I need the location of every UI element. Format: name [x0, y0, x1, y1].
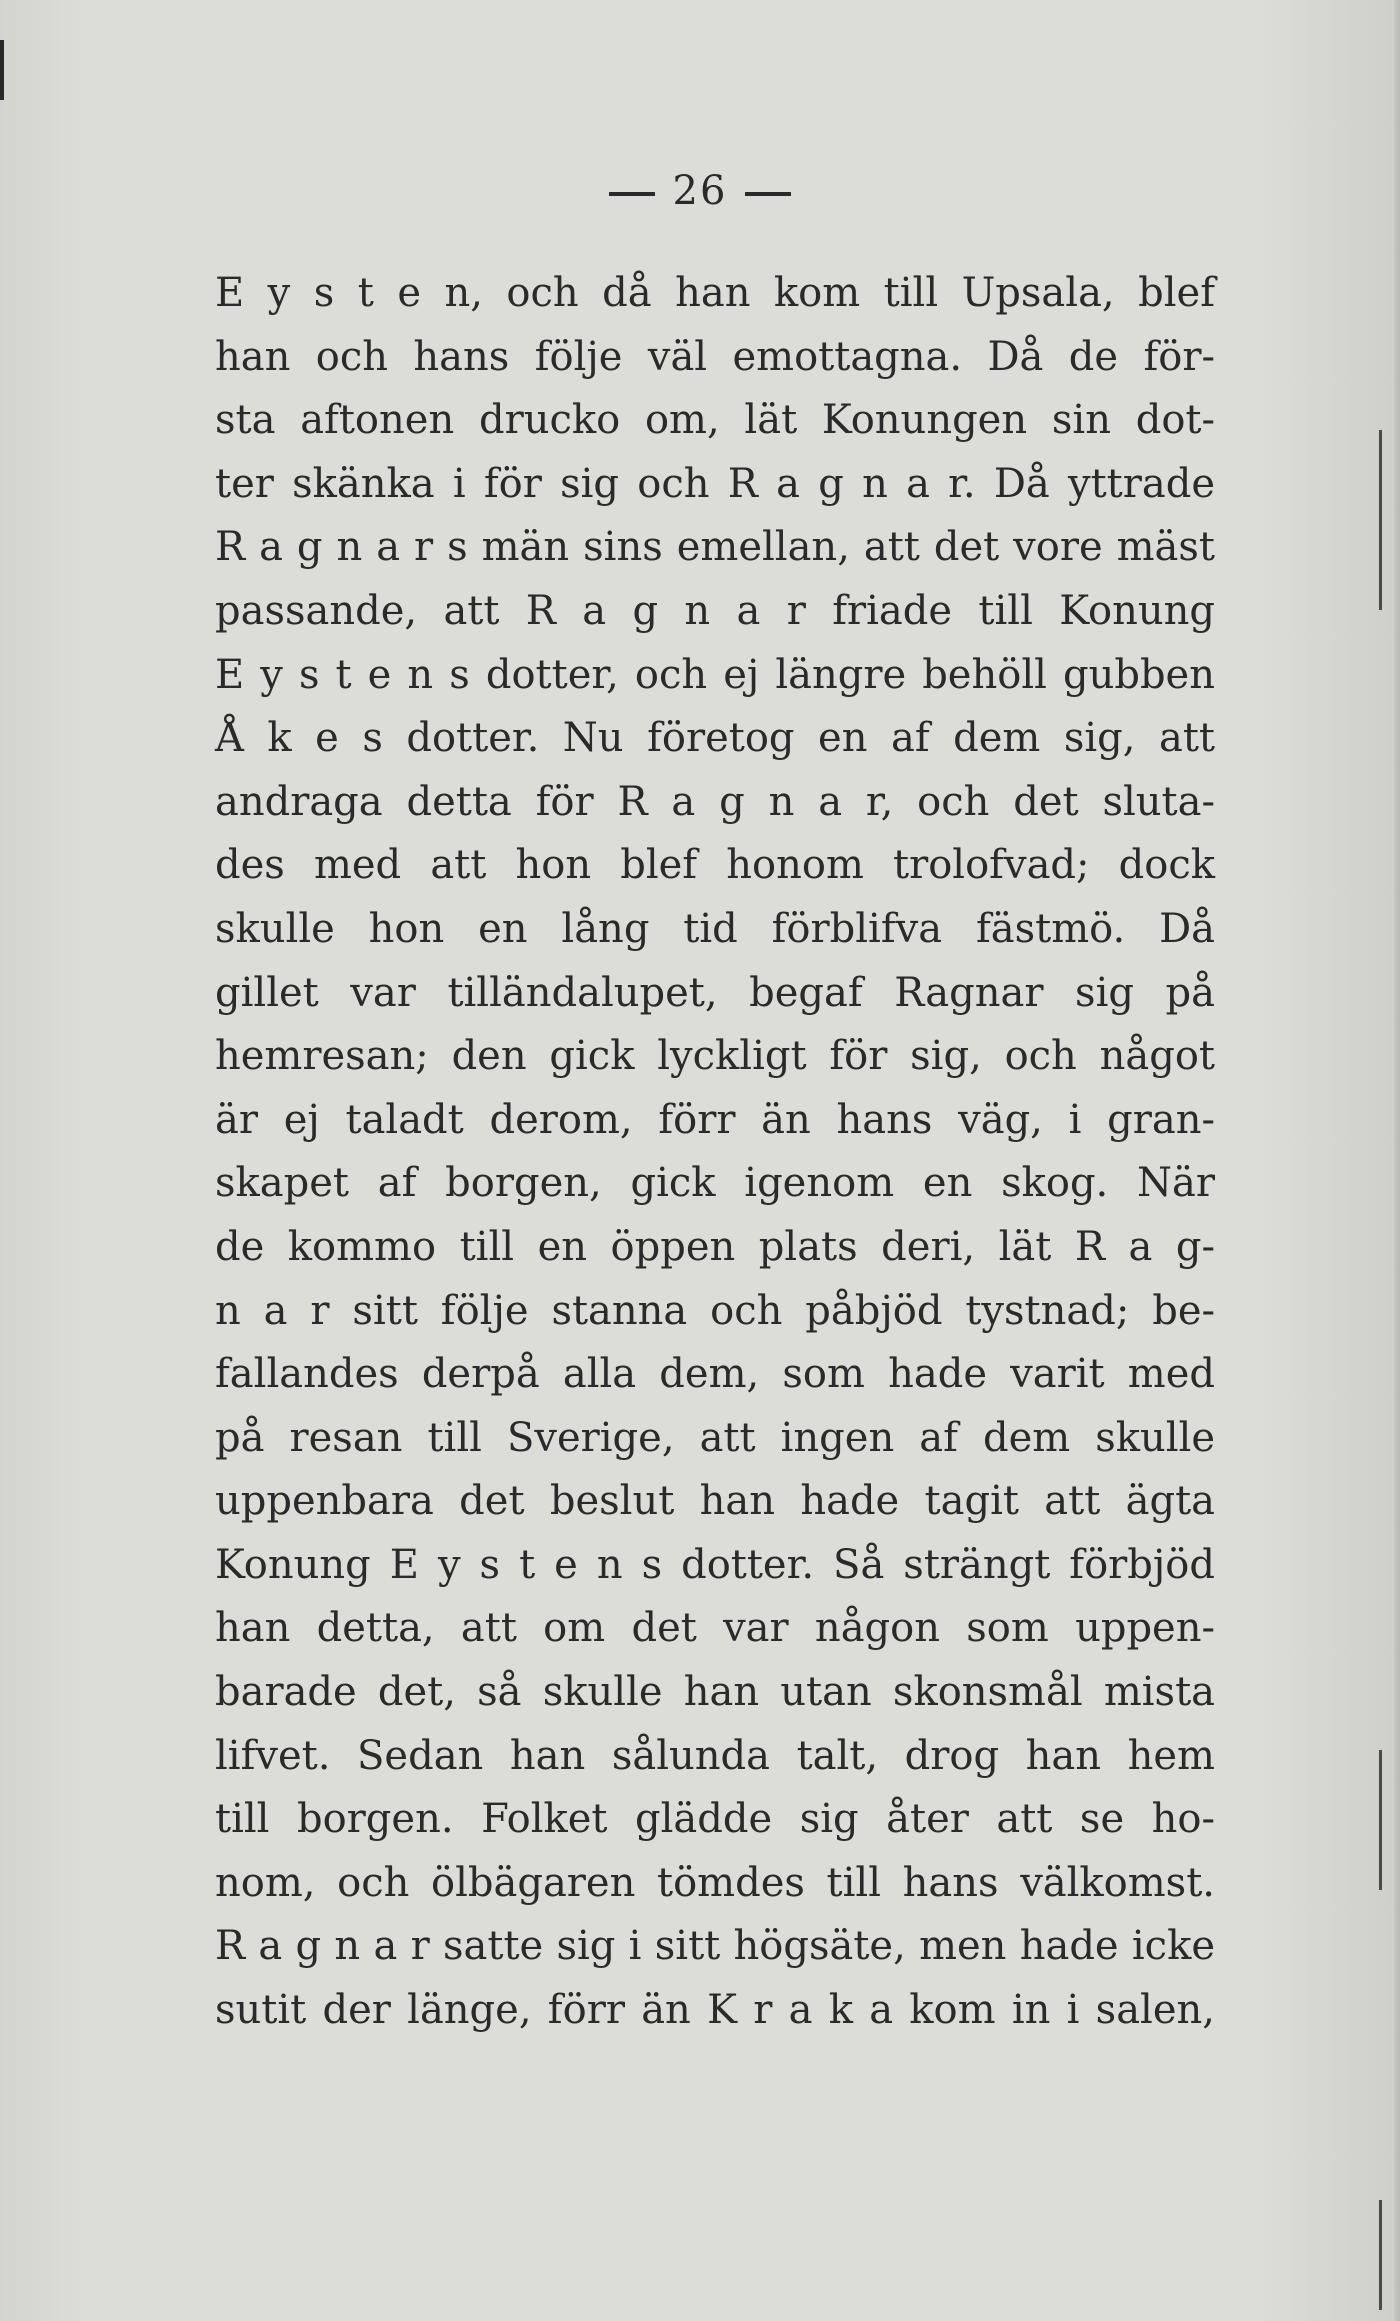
text-line: gillet var tilländalupet, begaf Ragnar sig på: [215, 969, 1215, 1016]
text-line: Konung E y s t e n s dotter. Så strängt förbjöd: [215, 1541, 1215, 1588]
text-line: uppenbara det beslut han hade tagit att ägta: [215, 1478, 1215, 1525]
text-line: ter skänka i för sig och R a g n a r. Då yttrade: [215, 460, 1215, 507]
text-line: de kommo till en öppen plats deri, lät R a g-: [215, 1223, 1215, 1270]
text-line: han och hans följe väl emottagna. Då de för-: [215, 333, 1215, 380]
text-line: sta aftonen drucko om, lät Konungen sin dot-: [215, 397, 1215, 444]
text-line: andraga detta för R a g n a r, och det sluta-: [215, 778, 1215, 825]
text-line: är ej taladt derom, förr än hans väg, i gran-: [215, 1096, 1215, 1143]
text-line: R a g n a r s män sins emellan, att det vore mäst: [215, 524, 1215, 571]
page-edge-mark: [0, 40, 4, 100]
text-line: han detta, att om det var någon som uppen-: [215, 1605, 1215, 1652]
page-number: 26: [672, 168, 728, 214]
page-edge: [1394, 0, 1400, 2321]
text-line: barade det, så skulle han utan skonsmål mista: [215, 1669, 1215, 1716]
text-line: Å k e s dotter. Nu företog en af dem sig, att: [215, 715, 1215, 762]
text-line: till borgen. Folket glädde sig åter att se ho-: [215, 1796, 1215, 1843]
text-line: fallandes derpå alla dem, som hade varit med: [215, 1351, 1215, 1398]
margin-mark: [1379, 2200, 1382, 2310]
text-line: n a r sitt följe stanna och påbjöd tystnad; be-: [215, 1287, 1215, 1334]
text-line: sutit der länge, förr än K r a k a kom in i salen,: [215, 1987, 1215, 2034]
text-line: passande, att R a g n a r friade till Konung: [215, 587, 1215, 634]
margin-mark: [1379, 1750, 1382, 1890]
margin-mark: [1379, 430, 1382, 610]
text-line: E y s t e n s dotter, och ej längre behöll gubben: [215, 651, 1215, 698]
text-line: skulle hon en lång tid förblifva fästmö. Då: [215, 905, 1215, 952]
text-line: på resan till Sverige, att ingen af dem skulle: [215, 1414, 1215, 1461]
text-line: hemresan; den gick lyckligt för sig, och något: [215, 1033, 1215, 1080]
body-text: [215, 262, 1215, 2043]
page-header: [0, 168, 1400, 214]
text-line: R a g n a r satte sig i sitt högsäte, men hade icke: [215, 1923, 1215, 1970]
header-dash-right: [745, 192, 791, 196]
text-line: skapet af borgen, gick igenom en skog. När: [215, 1160, 1215, 1207]
text-line: lifvet. Sedan han sålunda talt, drog han hem: [215, 1732, 1215, 1779]
text-line: nom, och ölbägaren tömdes till hans välkomst.: [215, 1859, 1215, 1906]
text-line: des med att hon blef honom trolofvad; dock: [215, 842, 1215, 889]
header-dash-left: [609, 192, 655, 196]
text-line: E y s t e n, och då han kom till Upsala, blef: [215, 270, 1215, 316]
